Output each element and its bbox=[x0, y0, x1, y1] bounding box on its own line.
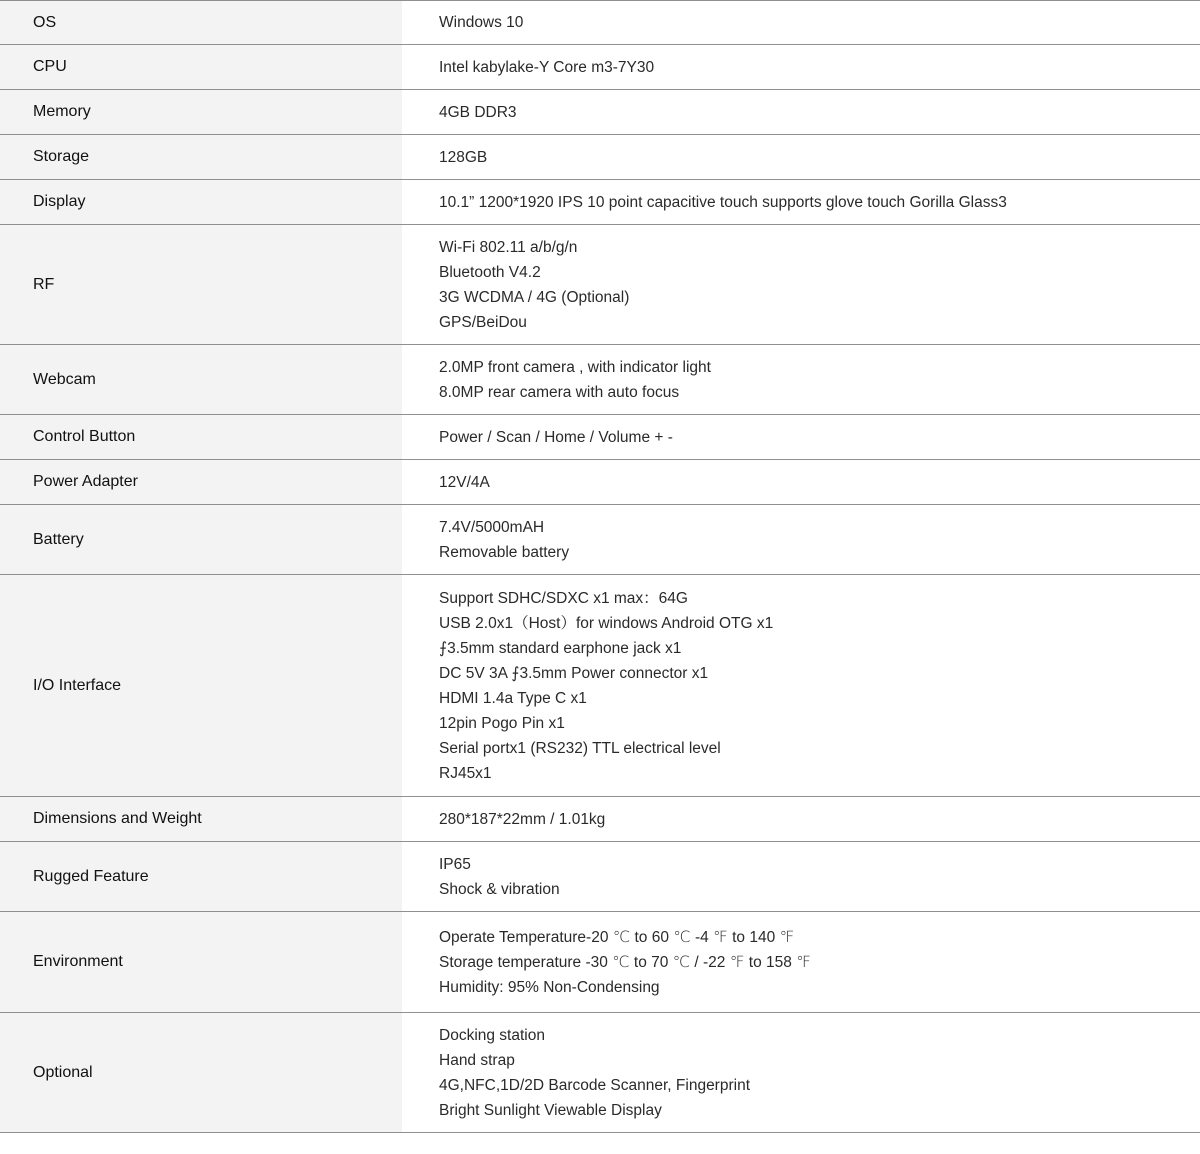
spec-value-line: HDMI 1.4a Type C x1 bbox=[439, 689, 587, 707]
spec-label: I/O Interface bbox=[0, 575, 402, 797]
spec-row bbox=[0, 1, 1200, 45]
spec-row bbox=[0, 180, 1200, 225]
spec-value-line: Support SDHC/SDXC x1 max：64G bbox=[439, 589, 688, 607]
spec-value-line: 12V/4A bbox=[439, 473, 490, 491]
spec-value-line: Bright Sunlight Viewable Display bbox=[439, 1101, 662, 1119]
spec-row bbox=[0, 90, 1200, 135]
spec-row bbox=[0, 1013, 1200, 1133]
spec-value-line: USB 2.0x1（Host）for windows Android OTG x1 bbox=[439, 614, 774, 632]
spec-value bbox=[402, 912, 1200, 1013]
spec-value bbox=[402, 135, 1200, 180]
spec-value-line: 4G,NFC,1D/2D Barcode Scanner, Fingerprint bbox=[439, 1076, 750, 1094]
spec-label: Optional bbox=[0, 1013, 402, 1133]
spec-label: Rugged Feature bbox=[0, 842, 402, 912]
spec-value bbox=[402, 1013, 1200, 1133]
spec-row bbox=[0, 842, 1200, 912]
spec-value bbox=[402, 505, 1200, 575]
spec-value-line: Serial portx1 (RS232) TTL electrical level bbox=[439, 739, 721, 757]
spec-value-line: Bluetooth V4.2 bbox=[439, 263, 541, 281]
spec-label: RF bbox=[0, 225, 402, 345]
spec-value bbox=[402, 415, 1200, 460]
spec-label: Memory bbox=[0, 90, 402, 135]
spec-value bbox=[402, 345, 1200, 415]
spec-value-line: DC 5V 3A ⨍3.5mm Power connector x1 bbox=[439, 664, 709, 682]
spec-value bbox=[402, 90, 1200, 135]
spec-value-line: GPS/BeiDou bbox=[439, 313, 527, 331]
spec-label: Control Button bbox=[0, 415, 402, 460]
spec-value-line: Intel kabylake-Y Core m3-7Y30 bbox=[439, 58, 655, 76]
spec-row bbox=[0, 575, 1200, 797]
spec-label: CPU bbox=[0, 45, 402, 90]
spec-value-line: Windows 10 bbox=[439, 14, 524, 31]
spec-value bbox=[402, 842, 1200, 912]
spec-value-line: Docking station bbox=[439, 1026, 545, 1044]
spec-value bbox=[402, 1, 1200, 45]
spec-row bbox=[0, 415, 1200, 460]
spec-label: OS bbox=[0, 1, 402, 45]
spec-row bbox=[0, 345, 1200, 415]
spec-label: Battery bbox=[0, 505, 402, 575]
spec-value-line: Shock & vibration bbox=[439, 880, 560, 898]
spec-value-line: Hand strap bbox=[439, 1051, 515, 1069]
spec-row bbox=[0, 912, 1200, 1013]
spec-value-line: 12pin Pogo Pin x1 bbox=[439, 714, 565, 732]
spec-value bbox=[402, 575, 1200, 797]
spec-value-line: Wi-Fi 802.11 a/b/g/n bbox=[439, 238, 578, 256]
spec-value bbox=[402, 45, 1200, 90]
spec-value-line: Removable battery bbox=[439, 543, 570, 561]
spec-value-line: ⨍3.5mm standard earphone jack x1 bbox=[439, 639, 682, 657]
spec-row bbox=[0, 505, 1200, 575]
spec-label: Webcam bbox=[0, 345, 402, 415]
spec-value-line: RJ45x1 bbox=[439, 764, 492, 782]
spec-row bbox=[0, 225, 1200, 345]
spec-value-line: 128GB bbox=[439, 148, 488, 166]
spec-row bbox=[0, 797, 1200, 842]
spec-label: Environment bbox=[0, 912, 402, 1013]
spec-label: Storage bbox=[0, 135, 402, 180]
spec-value-line: Humidity: 95% Non-Condensing bbox=[439, 978, 660, 996]
spec-table-body bbox=[0, 1, 1200, 1133]
spec-label: Display bbox=[0, 180, 402, 225]
spec-label: Power Adapter bbox=[0, 460, 402, 505]
spec-value bbox=[402, 797, 1200, 842]
spec-value-line: 7.4V/5000mAH bbox=[439, 518, 545, 536]
spec-value-line: 10.1” 1200*1920 IPS 10 point capacitive touch supports glove touch Gorilla Glass3 bbox=[439, 193, 1007, 211]
spec-row bbox=[0, 45, 1200, 90]
spec-row bbox=[0, 135, 1200, 180]
spec-value bbox=[402, 180, 1200, 225]
spec-value-line: Storage temperature -30 ℃ to 70 ℃ / -22 ℉ to 158 ℉ bbox=[439, 953, 811, 971]
spec-value-line: 2.0MP front camera , with indicator light bbox=[439, 358, 711, 376]
spec-value-line: 280*187*22mm / 1.01kg bbox=[439, 810, 606, 828]
spec-label: Dimensions and Weight bbox=[0, 797, 402, 842]
spec-row bbox=[0, 460, 1200, 505]
spec-value-line: 4GB DDR3 bbox=[439, 103, 517, 121]
spec-value-line: 3G WCDMA / 4G (Optional) bbox=[439, 288, 630, 306]
spec-value-line: 8.0MP rear camera with auto focus bbox=[439, 383, 680, 401]
spec-value bbox=[402, 225, 1200, 345]
spec-value-line: Power / Scan / Home / Volume + - bbox=[439, 428, 673, 446]
spec-value bbox=[402, 460, 1200, 505]
spec-value-line: Operate Temperature-20 ℃ to 60 ℃ -4 ℉ to 140 ℉ bbox=[439, 928, 795, 946]
spec-value-line: IP65 bbox=[439, 855, 471, 873]
